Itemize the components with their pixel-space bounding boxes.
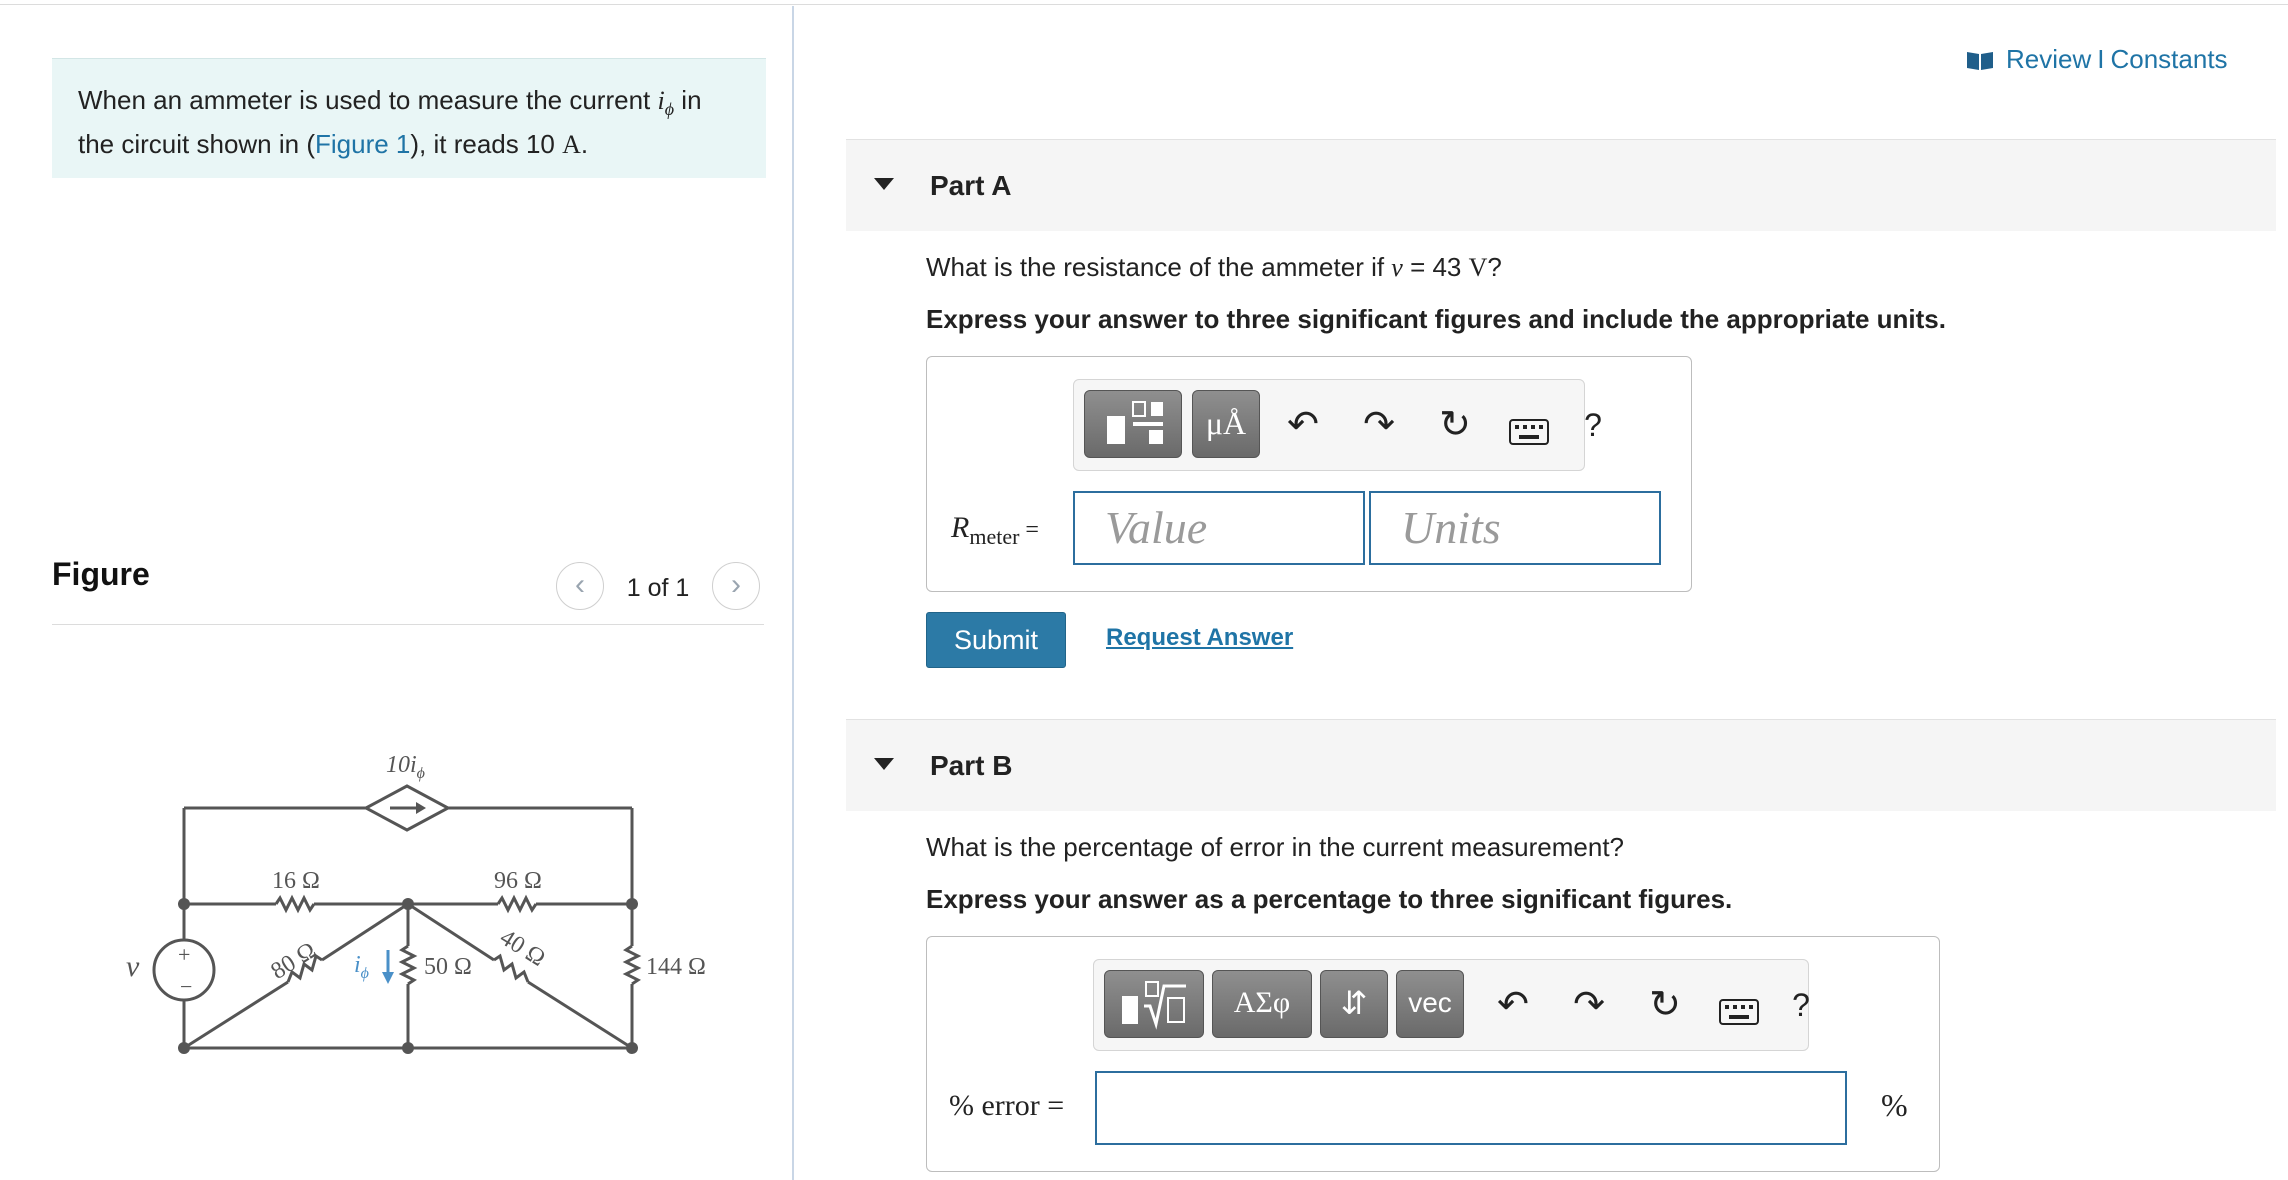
percent-error-input[interactable] xyxy=(1095,1071,1847,1145)
greek-symbols-button[interactable]: ΑΣφ xyxy=(1212,970,1312,1038)
chevron-right-icon[interactable]: › xyxy=(712,562,760,610)
percent-unit: % xyxy=(1881,1087,1908,1123)
templates-button[interactable] xyxy=(1104,970,1204,1038)
part-a-question: What is the resistance of the ammeter if v = 43 V? xyxy=(926,252,1502,282)
reset-icon[interactable]: ↻ xyxy=(1439,404,1471,446)
keyboard-icon[interactable] xyxy=(1716,990,1762,1036)
help-button[interactable]: ? xyxy=(1792,987,1810,1023)
part-a-answer-box xyxy=(926,356,1692,592)
part-a-instruction: Express your answer to three significant figures and include the appropriate units. xyxy=(926,304,1946,334)
r80-label: 80 Ω xyxy=(266,937,321,985)
r16-label: 16 Ω xyxy=(272,868,320,894)
units-input[interactable]: Units xyxy=(1369,491,1661,565)
r144-label: 144 Ω xyxy=(646,954,706,980)
request-answer-link[interactable]: Request Answer xyxy=(1106,624,1294,651)
book-icon xyxy=(1966,49,1994,71)
submit-button[interactable]: Submit xyxy=(926,612,1066,668)
templates-button[interactable] xyxy=(1084,390,1182,458)
percent-error-label: % error = xyxy=(949,1089,1065,1122)
units-button[interactable]: μÅ xyxy=(1192,390,1260,458)
problem-text: ), it reads 10 xyxy=(410,129,563,160)
figure-divider xyxy=(52,624,764,625)
figure-pager xyxy=(556,562,764,612)
pane-divider xyxy=(792,6,794,1180)
problem-text: When an ammeter is used to measure the current xyxy=(78,85,658,115)
caret-down-icon[interactable] xyxy=(874,758,894,770)
part-b-question: What is the percentage of error in the current measurement? xyxy=(926,832,1625,862)
undo-icon[interactable]: ↶ xyxy=(1287,404,1319,446)
current-label: $i_\phi$ xyxy=(354,952,369,982)
svg-text:+: + xyxy=(178,942,191,967)
review-constants-links xyxy=(1966,44,2228,75)
arrows-button[interactable]: ⇵ xyxy=(1320,970,1388,1038)
r40-label: 40 Ω xyxy=(495,924,550,972)
problem-text: in the circuit shown in ( xyxy=(78,85,702,160)
r50-label: 50 Ω xyxy=(424,954,472,980)
part-a-title: Part A xyxy=(930,170,1012,201)
problem-statement: When an ammeter is used to measure the current $i_\phi$ in the circuit shown in (Figure 1), it reads 10 A. xyxy=(52,58,766,178)
part-a-toolbar xyxy=(1073,379,1602,471)
value-input[interactable]: Value xyxy=(1073,491,1365,565)
part-b-title: Part B xyxy=(930,750,1013,781)
current-symbol: $i_\phi$ xyxy=(657,86,675,120)
pager-count: 1 of 1 xyxy=(626,574,690,602)
dep-source-label: $10i_\phi$ xyxy=(386,752,425,782)
reset-icon[interactable]: ↻ xyxy=(1649,984,1681,1026)
figure-link[interactable]: Figure 1 xyxy=(314,129,411,160)
left-pane xyxy=(0,0,792,1180)
part-b-toolbar xyxy=(1093,959,1809,1051)
part-b-instruction: Express your answer as a percentage to three significant figures. xyxy=(926,884,1733,914)
figure-title: Figure xyxy=(52,556,150,592)
keyboard-icon[interactable] xyxy=(1506,410,1552,456)
undo-icon[interactable]: ↶ xyxy=(1497,984,1529,1026)
r-meter-label: $R_{meter}$ = xyxy=(951,511,1039,549)
constants-link[interactable]: Constants xyxy=(2110,44,2228,74)
r96-label: 96 Ω xyxy=(494,868,542,894)
redo-icon[interactable]: ↷ xyxy=(1573,984,1605,1026)
chevron-left-icon[interactable]: ‹ xyxy=(556,562,604,610)
help-button[interactable]: ? xyxy=(1584,407,1602,443)
current-unit: A xyxy=(562,130,581,160)
caret-down-icon[interactable] xyxy=(874,178,894,190)
vector-button[interactable]: vec xyxy=(1396,970,1464,1038)
circuit-diagram xyxy=(110,740,730,1080)
svg-text:−: − xyxy=(180,974,193,999)
part-a-header[interactable] xyxy=(846,139,2276,231)
part-b-header[interactable] xyxy=(846,719,2276,811)
redo-icon[interactable]: ↷ xyxy=(1363,404,1395,446)
link-separator: I xyxy=(2097,44,2105,74)
part-b-answer-box xyxy=(926,936,1940,1172)
review-link[interactable]: Review xyxy=(2006,44,2092,74)
voltage-label: v xyxy=(126,950,140,983)
